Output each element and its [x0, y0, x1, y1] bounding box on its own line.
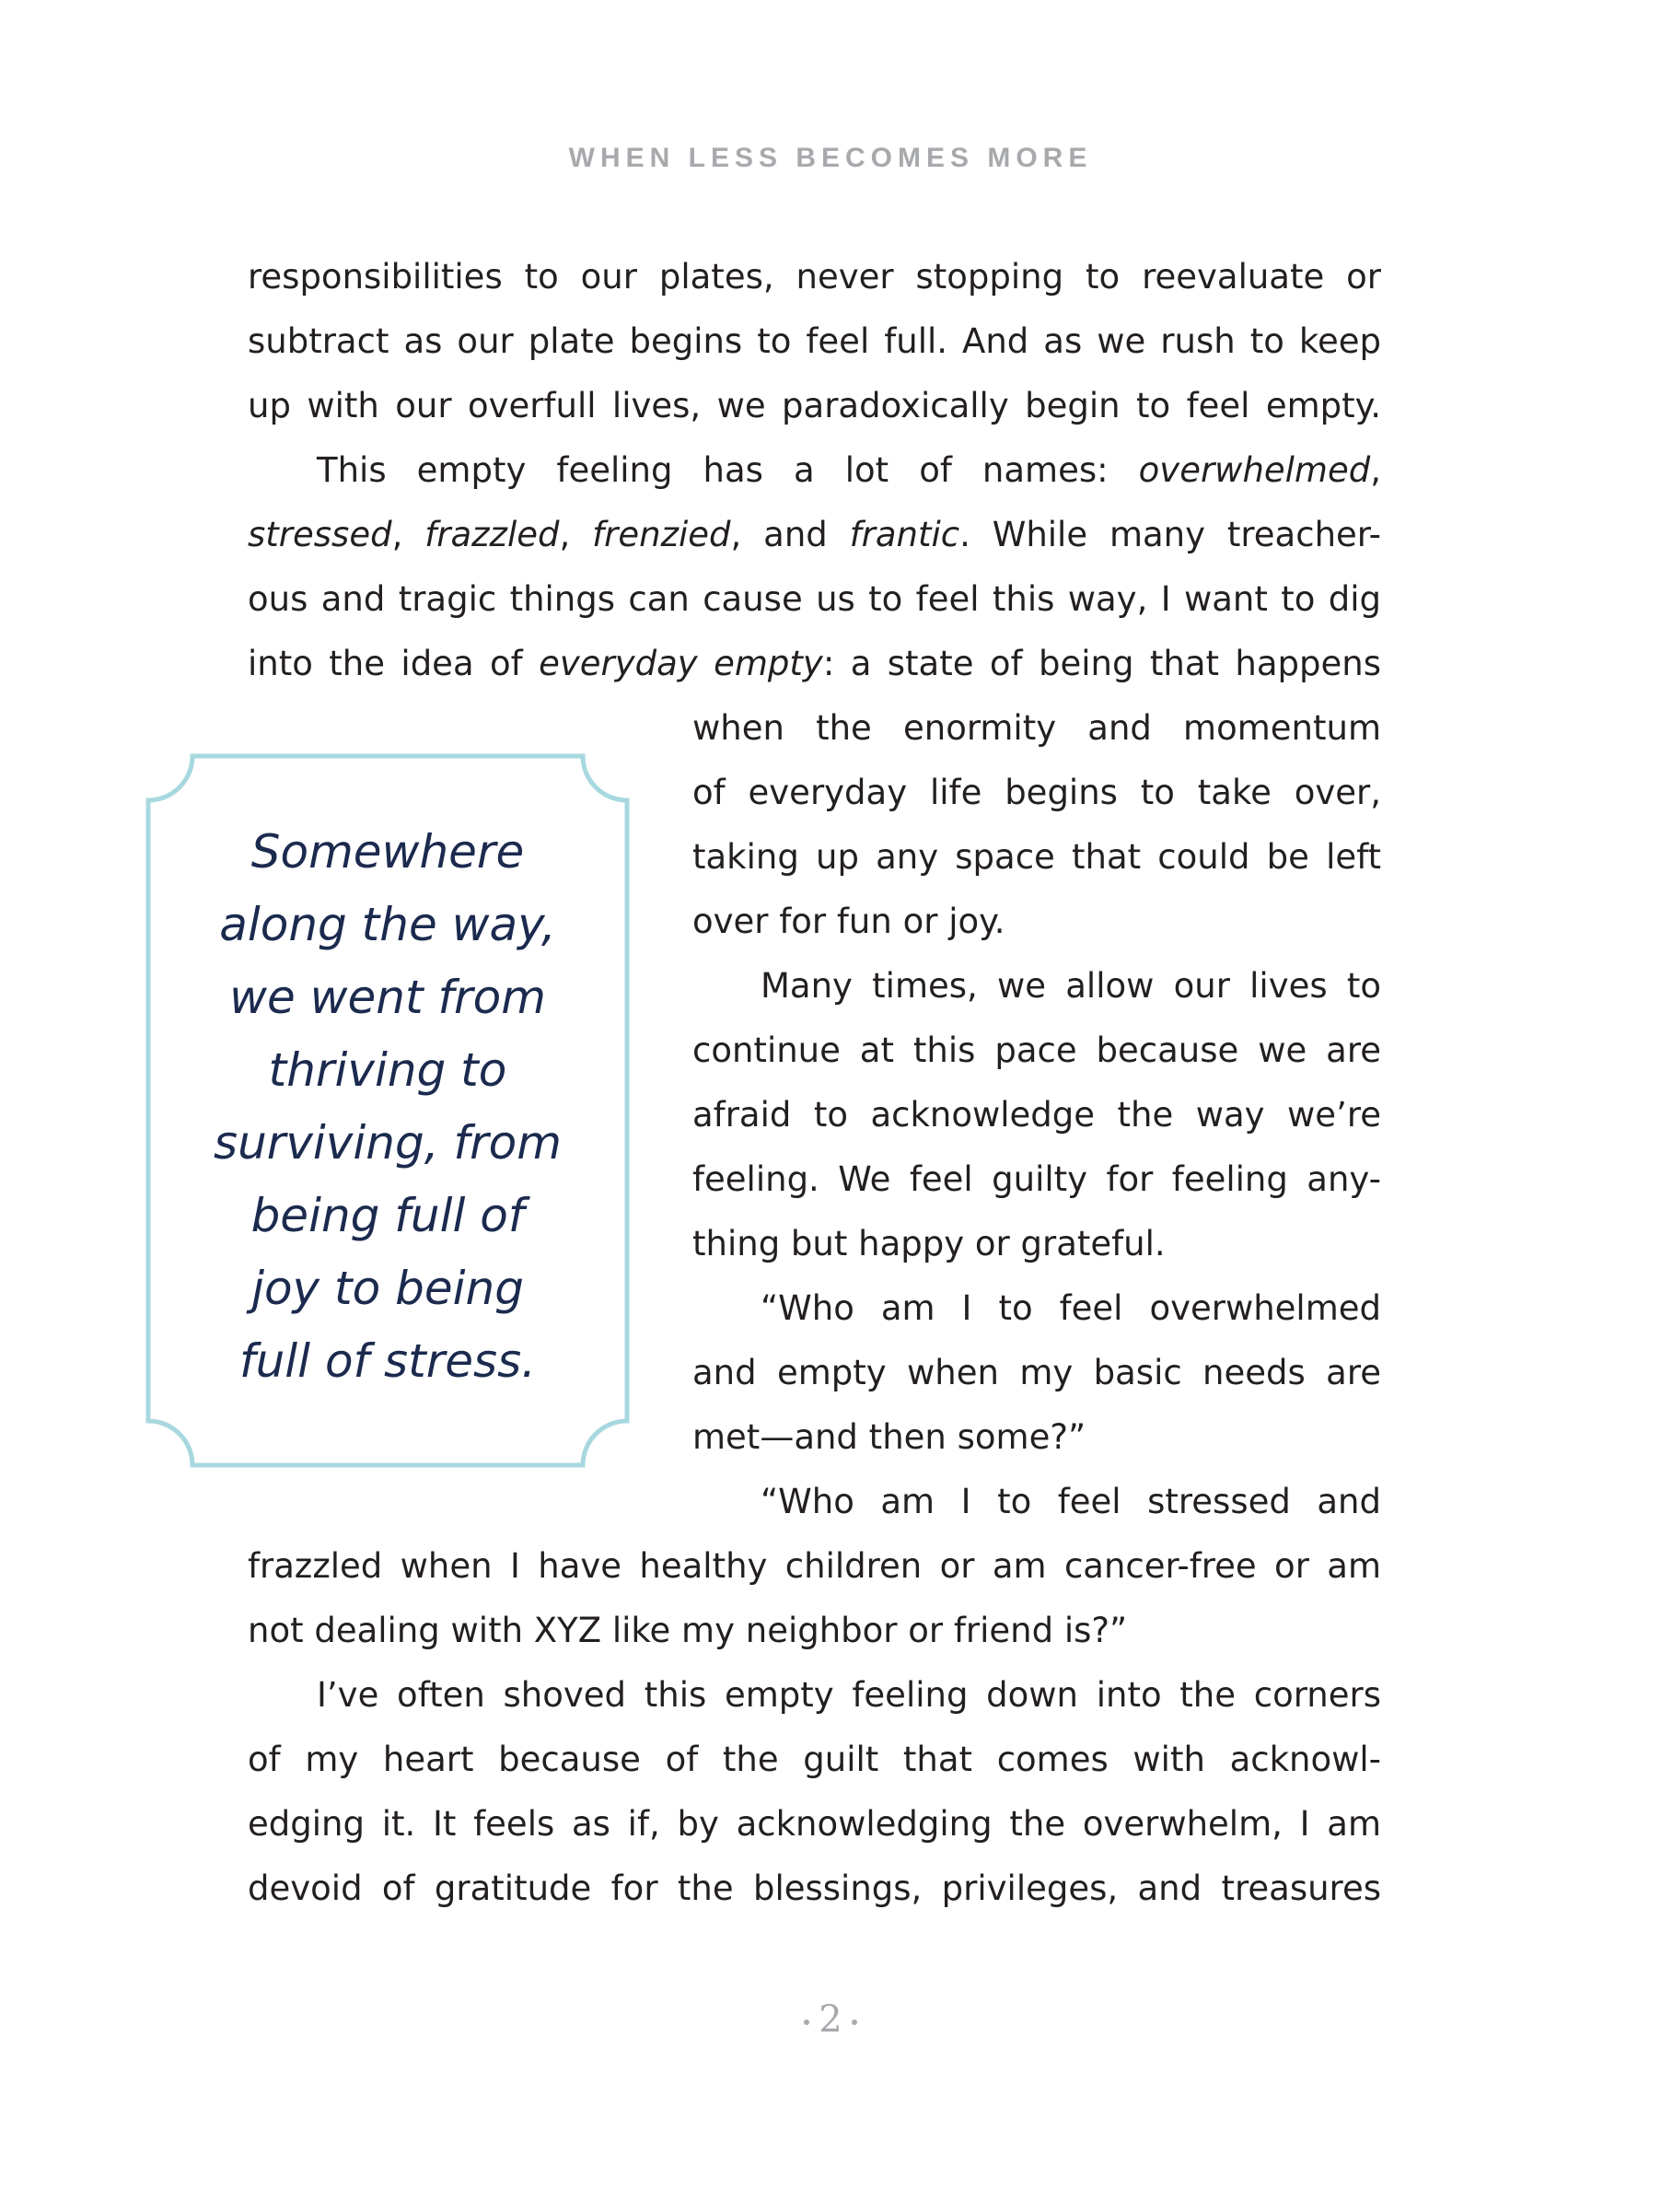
body-line [248, 1546, 1381, 1587]
body-line [248, 644, 1381, 684]
body-text-segment: , and [730, 515, 850, 554]
pull-quote-line: thriving to [268, 1043, 507, 1097]
pull-quote-line: surviving, from [214, 1116, 562, 1170]
body-line [692, 902, 1381, 942]
body-line [692, 1095, 1381, 1135]
body-text-segment: and empty when my basic needs are [692, 1353, 1381, 1392]
body-line [692, 1159, 1381, 1200]
body-line [761, 1482, 1381, 1522]
pull-quote-line: along the way, [219, 898, 556, 951]
body-line [248, 321, 1381, 362]
body-text-segment: into the idea of [248, 644, 540, 683]
italic-text: stressed [248, 515, 392, 554]
body-line [692, 1353, 1381, 1393]
body-text-segment: edging it. It feels as if, by acknowledging the overwhelm, I am [248, 1804, 1381, 1844]
body-text-segment: , [559, 515, 593, 554]
italic-text: frantic [849, 515, 960, 554]
body-text-segment: afraid to acknowledge the way we’re [692, 1095, 1381, 1135]
body-line [248, 515, 1381, 555]
body-text-segment: up with our overfull lives, we paradoxically begin to feel empty. [248, 386, 1381, 425]
body-text-segment: subtract as our plate begins to feel full. And as we rush to keep [248, 321, 1381, 361]
body-text-segment: This empty feeling has a lot of names: [317, 450, 1139, 490]
body-text-segment: Many times, we allow our lives to [761, 966, 1381, 1006]
body-text-segment: thing but happy or grateful. [692, 1224, 1166, 1263]
body-line [692, 1030, 1381, 1071]
pull-quote-line: being full of [250, 1189, 525, 1242]
body-line [248, 1869, 1381, 1909]
pull-quote-line: Somewhere [250, 825, 525, 879]
body-line [692, 1417, 1381, 1458]
body-line [317, 450, 1381, 491]
body-text-segment: frazzled when I have healthy children or am cancer-free or am [248, 1546, 1381, 1586]
body-line [248, 1611, 1381, 1651]
body-text-segment: feeling. We feel guilty for feeling any- [692, 1159, 1381, 1199]
running-head: WHEN LESS BECOMES MORE [568, 143, 1093, 173]
page-number-value: 2 [819, 1998, 842, 2041]
body-text-segment: taking up any space that could be left [692, 837, 1381, 877]
body-text-segment: continue at this pace because we are [692, 1030, 1381, 1070]
body-text-segment: ous and tragic things can cause us to feel this way, I want to dig [248, 579, 1381, 619]
body-text-segment: , [1370, 450, 1381, 490]
body-text-segment: devoid of gratitude for the blessings, privileges, and treasures [248, 1869, 1381, 1908]
body-line [761, 1288, 1381, 1329]
pull-quote-line: joy to being [251, 1262, 524, 1315]
body-text-segment: : a state of being that happens [822, 644, 1381, 683]
italic-text: frenzied [592, 515, 731, 554]
body-text-segment: of my heart because of the guilt that comes with acknowl- [248, 1740, 1381, 1779]
body-text-segment: over for fun or joy. [692, 902, 1005, 941]
body-line [692, 773, 1381, 813]
body-line [248, 1740, 1381, 1780]
italic-text: everyday empty [539, 644, 823, 683]
folio-dot-right [852, 2020, 857, 2025]
italic-text: frazzled [424, 515, 560, 554]
body-text-segment: when the enormity and momentum [692, 708, 1381, 748]
pull-quote-line: full of stress. [238, 1334, 537, 1388]
folio-dot-left [804, 2020, 809, 2025]
body-text-segment: , [391, 515, 425, 554]
body-text-segment: of everyday life begins to take over, [692, 773, 1381, 812]
body-line [692, 708, 1381, 749]
body-text-segment: responsibilities to our plates, never stopping to reevaluate or [248, 257, 1381, 297]
body-line [692, 1224, 1381, 1264]
body-text-segment: I’ve often shoved this empty feeling down into the corners [317, 1675, 1381, 1715]
pull-quote-text [145, 752, 631, 1469]
body-line [761, 966, 1381, 1007]
body-line [248, 386, 1381, 426]
body-text-segment: . While many treacher- [959, 515, 1381, 554]
pull-quote [145, 752, 631, 1469]
pull-quote-line: we went from [229, 971, 546, 1024]
page-number [0, 1998, 1661, 2041]
body-line [248, 579, 1381, 620]
body-text-segment: “Who am I to feel stressed and [761, 1482, 1381, 1521]
body-text-segment: “Who am I to feel overwhelmed [761, 1288, 1381, 1328]
italic-text: overwhelmed [1138, 450, 1371, 490]
body-line [248, 257, 1381, 297]
body-text-segment: not dealing with XYZ like my neighbor or friend is?” [248, 1611, 1128, 1650]
body-text-segment: met—and then some?” [692, 1417, 1086, 1457]
body-line [248, 1804, 1381, 1845]
body-line [317, 1675, 1381, 1716]
body-line [692, 837, 1381, 878]
